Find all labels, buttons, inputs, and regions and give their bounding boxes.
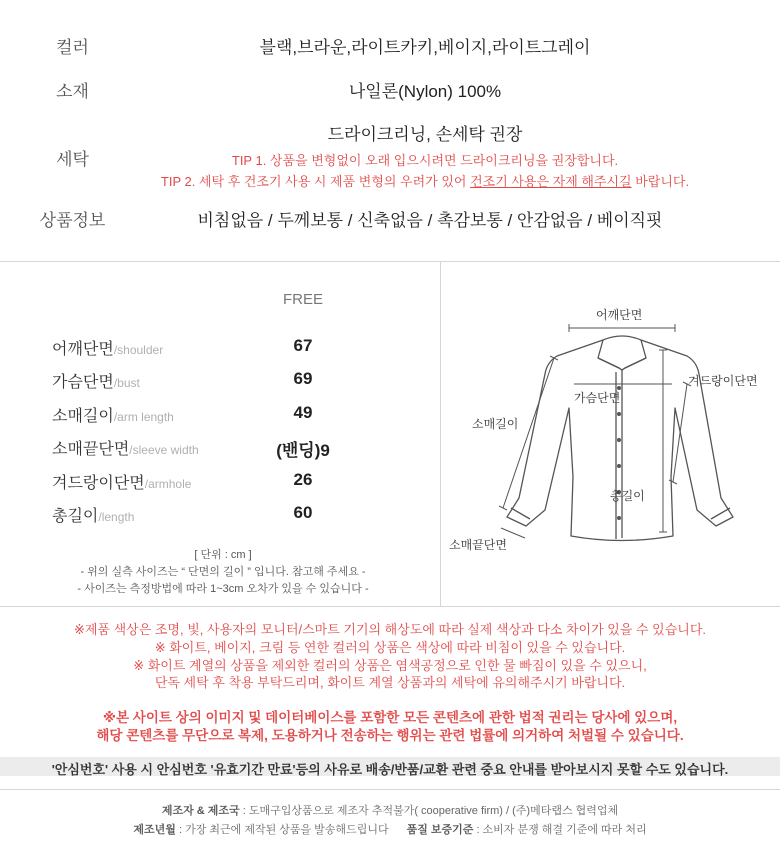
footer-divider (0, 789, 780, 790)
size-name (52, 470, 191, 493)
material-value: 나일론(Nylon) 100% (348, 82, 502, 101)
footer-date-warranty (0, 821, 780, 837)
size-value: (밴딩)9 (276, 441, 330, 460)
size-row-sleeve-width (0, 436, 440, 466)
size-name-ko: 소매길이 (52, 408, 114, 425)
notice-wash: 단독 세탁 후 착용 부탁드리며, 화이트 계열 상품과의 세탁에 유의해주시기 바랍니다. (154, 675, 626, 690)
size-name (52, 436, 199, 459)
size-header-free: FREE (282, 291, 323, 308)
footer-date-value: : 가장 최근에 제작된 상품을 발송해드립니다 (175, 824, 389, 836)
diagram-label-sleeve-width: 소매끝단면 (449, 538, 507, 552)
footer-maker-value: : 도매구입상품으로 제조자 추적불가( cooperative firm) / (주)메타랩스 협력업체 (239, 805, 619, 817)
diagram-label-bust: 가슴단면 (574, 391, 621, 405)
footer-warranty-value: : 소비자 분쟁 해결 기준에 따라 처리 (473, 824, 647, 836)
diagram-label-armhole: 겨드랑이단면 (688, 374, 758, 388)
size-row-length (0, 503, 440, 533)
legal-notice-1: ※본 사이트 상의 이미지 및 데이터베이스를 포함한 모든 콘텐츠에 관한 법적 권리는 당사에 있으며, (102, 710, 678, 725)
middle-divider (0, 606, 780, 607)
footer-date-label: 제조년월 (133, 824, 176, 836)
tip-2-end: 바랍니다. (631, 174, 690, 189)
size-note-1: - 위의 실측 사이즈는 “ 단면의 길이 ” 입니다. 참고해 주세요 - (80, 566, 366, 578)
size-name-en: /bust (113, 376, 140, 390)
size-note-2: - 사이즈는 측정방법에 따라 1~3cm 오차가 있을 수 있습니다 - (77, 583, 369, 595)
size-name (52, 369, 140, 392)
footer-maker (0, 802, 780, 818)
tip-2-text: TIP 2. 세탁 후 건조기 사용 시 제품 변형의 우려가 있어 (160, 174, 471, 189)
footer-warranty-label: 품질 보증기준 (406, 824, 474, 836)
size-value: 26 (293, 470, 313, 489)
size-name-en: /arm length (113, 410, 174, 424)
tip-2-underline: 건조기 사용은 자제 해주시길 (470, 174, 632, 189)
size-name (52, 336, 163, 359)
size-row-armhole (0, 470, 440, 500)
unit-note: [ 단위 : cm ] (194, 549, 252, 561)
size-row-shoulder (0, 336, 440, 366)
color-value: 블랙,브라운,라이트카키,베이지,라이트그레이 (259, 38, 591, 57)
size-name-en: /sleeve width (129, 443, 199, 457)
size-name-ko: 총길이 (52, 508, 99, 525)
size-name-ko: 소매끝단면 (52, 441, 130, 458)
footer-maker-label: 제조자 & 제조국 (161, 805, 240, 817)
notice-color: ※제품 색상은 조명, 빛, 사용자의 모니터/스마트 기기의 해상도에 따라 실제 색상과 다소 차이가 있을 수 있습니다. (73, 622, 707, 637)
size-name (52, 403, 174, 426)
size-value: 49 (293, 403, 313, 422)
size-name-en: /length (98, 510, 135, 524)
size-row-bust (0, 369, 440, 399)
material-label: 소재 (56, 82, 89, 101)
notice-dye: ※ 화이트 계열의 상품을 제외한 컬러의 상품은 염색공정으로 인한 물 빠짐이 있을 수 있으니, (133, 658, 647, 673)
notice-transparency: ※ 화이트, 베이지, 크림 등 연한 컬러의 상품은 색상에 따라 비침이 있을 수 있습니다. (154, 640, 626, 655)
size-name-ko: 가슴단면 (52, 374, 114, 391)
size-name-ko: 어깨단면 (52, 341, 114, 358)
size-name-ko: 겨드랑이단면 (52, 475, 145, 492)
tip-1: TIP 1. 상품을 변형없이 오래 입으시려면 드라이크리닝을 권장합니다. (231, 153, 619, 168)
legal-notice-2: 해당 콘텐츠를 무단으로 복제, 도용하거나 전송하는 행위는 관련 법률에 의거하여 처벌될 수 있습니다. (96, 728, 684, 743)
wash-label: 세탁 (56, 150, 89, 169)
diagram-label-total-length: 총길이 (610, 489, 645, 503)
diagram-label-shoulder: 어깨단면 (596, 308, 643, 322)
size-value: 67 (293, 336, 313, 355)
product-info-value: 비침없음 / 두께보통 / 신축없음 / 촉감보통 / 안감없음 / 베이직핏 (197, 211, 663, 230)
tip-2 (140, 171, 710, 190)
size-value: 60 (293, 503, 313, 522)
product-info-label: 상품정보 (39, 211, 106, 230)
size-name-en: /shoulder (113, 343, 164, 357)
size-name-en: /armhole (144, 477, 192, 491)
wash-value: 드라이크리닝, 손세탁 권장 (327, 125, 523, 144)
safe-number-notice: '안심번호' 사용 시 안심번호 '유효기간 만료'등의 사유로 배송/반품/교환 관련 중요 안내를 받아보시지 못할 수도 있습니다. (51, 762, 729, 777)
size-value: 69 (293, 369, 313, 388)
size-row-arm-length (0, 403, 440, 433)
size-name (52, 503, 134, 526)
diagram-label-arm-length: 소매길이 (472, 417, 519, 431)
color-label: 컬러 (56, 38, 89, 57)
